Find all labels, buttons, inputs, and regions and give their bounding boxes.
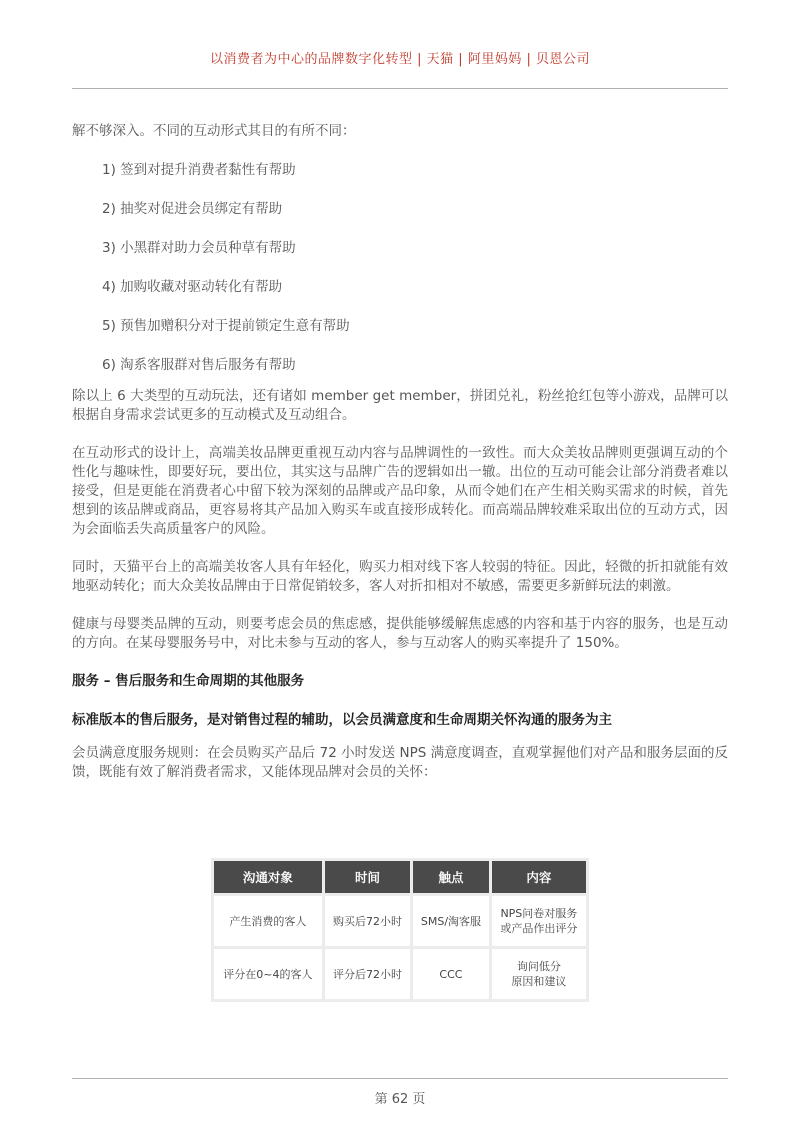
header-touchpoint: 触点	[413, 861, 489, 893]
table-cell: 评分在0~4的客人	[214, 949, 322, 999]
table-cell: NPS问卷对服务 或产品作出评分	[492, 896, 586, 946]
table-cell: CCC	[413, 949, 489, 999]
table-cell: 产生消费的客人	[214, 896, 322, 946]
list-item: 3) 小黑群对助力会员种草有帮助	[102, 240, 296, 256]
section-title: 服务 – 售后服务和生命周期的其他服务	[72, 673, 305, 689]
footer-divider	[72, 1078, 728, 1079]
header-target: 沟通对象	[214, 861, 322, 893]
list-item: 5) 预售加赠积分对于提前锁定生意有帮助	[102, 318, 350, 334]
page-number: 第 62 页	[374, 1092, 426, 1107]
table-cell: SMS/淘客服	[413, 896, 489, 946]
paragraph-interaction-types: 除以上 6 大类型的互动玩法，还有诸如 member get member，拼团兑礼，粉丝抢红包等小游戏，品牌可以根据自身需求尝试更多的互动模式及互动组合。	[72, 388, 728, 423]
table-row	[214, 949, 586, 999]
service-table	[211, 858, 589, 1002]
table-cell: 购买后72小时	[325, 896, 410, 946]
paragraph-maternal: 健康与母婴类品牌的互动，则要考虑会员的焦虑感，提供能够缓解焦虑感的内容和基于内容的服务，也是互动的方向。在某母婴服务号中，对比未参与互动的客人，参与互动客人的购买率提升了 150%。	[72, 616, 728, 651]
paragraph-design: 在互动形式的设计上，高端美妆品牌更重视互动内容与品牌调性的一致性。而大众美妆品牌则更强调互动的个性化与趣味性，即要好玩，要出位，其实这与品牌广告的逻辑如出一辙。出位的互动可能会让部分消费者难以接受，但是更能在消费者心中留下较为深刻的品牌或产品印象，从而令她们在产生相关购买需求的时候，首先想到的该品牌或商品，更容易将其产品加入购买车或直接形成转化。而高端品牌较难采取出位的互动方式，因为会面临丢失高质量客户的风险。	[72, 445, 728, 537]
page-header: 以消费者为中心的品牌数字化转型 | 天猫 | 阿里妈妈 | 贝恩公司	[210, 52, 590, 67]
header-divider	[72, 88, 728, 89]
paragraph-discount: 同时，天猫平台上的高端美妆客人具有年轻化，购买力相对线下客人较弱的特征。因此，轻微的折扣就能有效地驱动转化；而大众美妆品牌由于日常促销较多，客人对折扣相对不敏感，需要更多新鲜玩法的刺激。	[72, 559, 728, 594]
rules-paragraph: 会员满意度服务规则：在会员购买产品后 72 小时发送 NPS 满意度调查，直观掌握他们对产品和服务层面的反馈，既能有效了解消费者需求，又能体现品牌对会员的关怀：	[72, 745, 728, 780]
table-cell: 评分后72小时	[325, 949, 410, 999]
table-row	[214, 896, 586, 946]
table-cell: 询问低分 原因和建议	[492, 949, 586, 999]
list-item: 4) 加购收藏对驱动转化有帮助	[102, 279, 283, 295]
list-item: 1) 签到对提升消费者黏性有帮助	[102, 162, 296, 178]
header-time: 时间	[325, 861, 410, 893]
table-header-row	[214, 861, 586, 893]
page-body	[72, 122, 728, 801]
intro-text: 解不够深入。不同的互动形式其目的有所不同：	[72, 123, 356, 139]
list-item: 2) 抽奖对促进会员绑定有帮助	[102, 201, 283, 217]
list-item: 6) 淘系客服群对售后服务有帮助	[102, 357, 296, 373]
subsection-title: 标准版本的售后服务，是对销售过程的辅助，以会员满意度和生命周期关怀沟通的服务为主	[72, 712, 612, 728]
header-content: 内容	[492, 861, 586, 893]
